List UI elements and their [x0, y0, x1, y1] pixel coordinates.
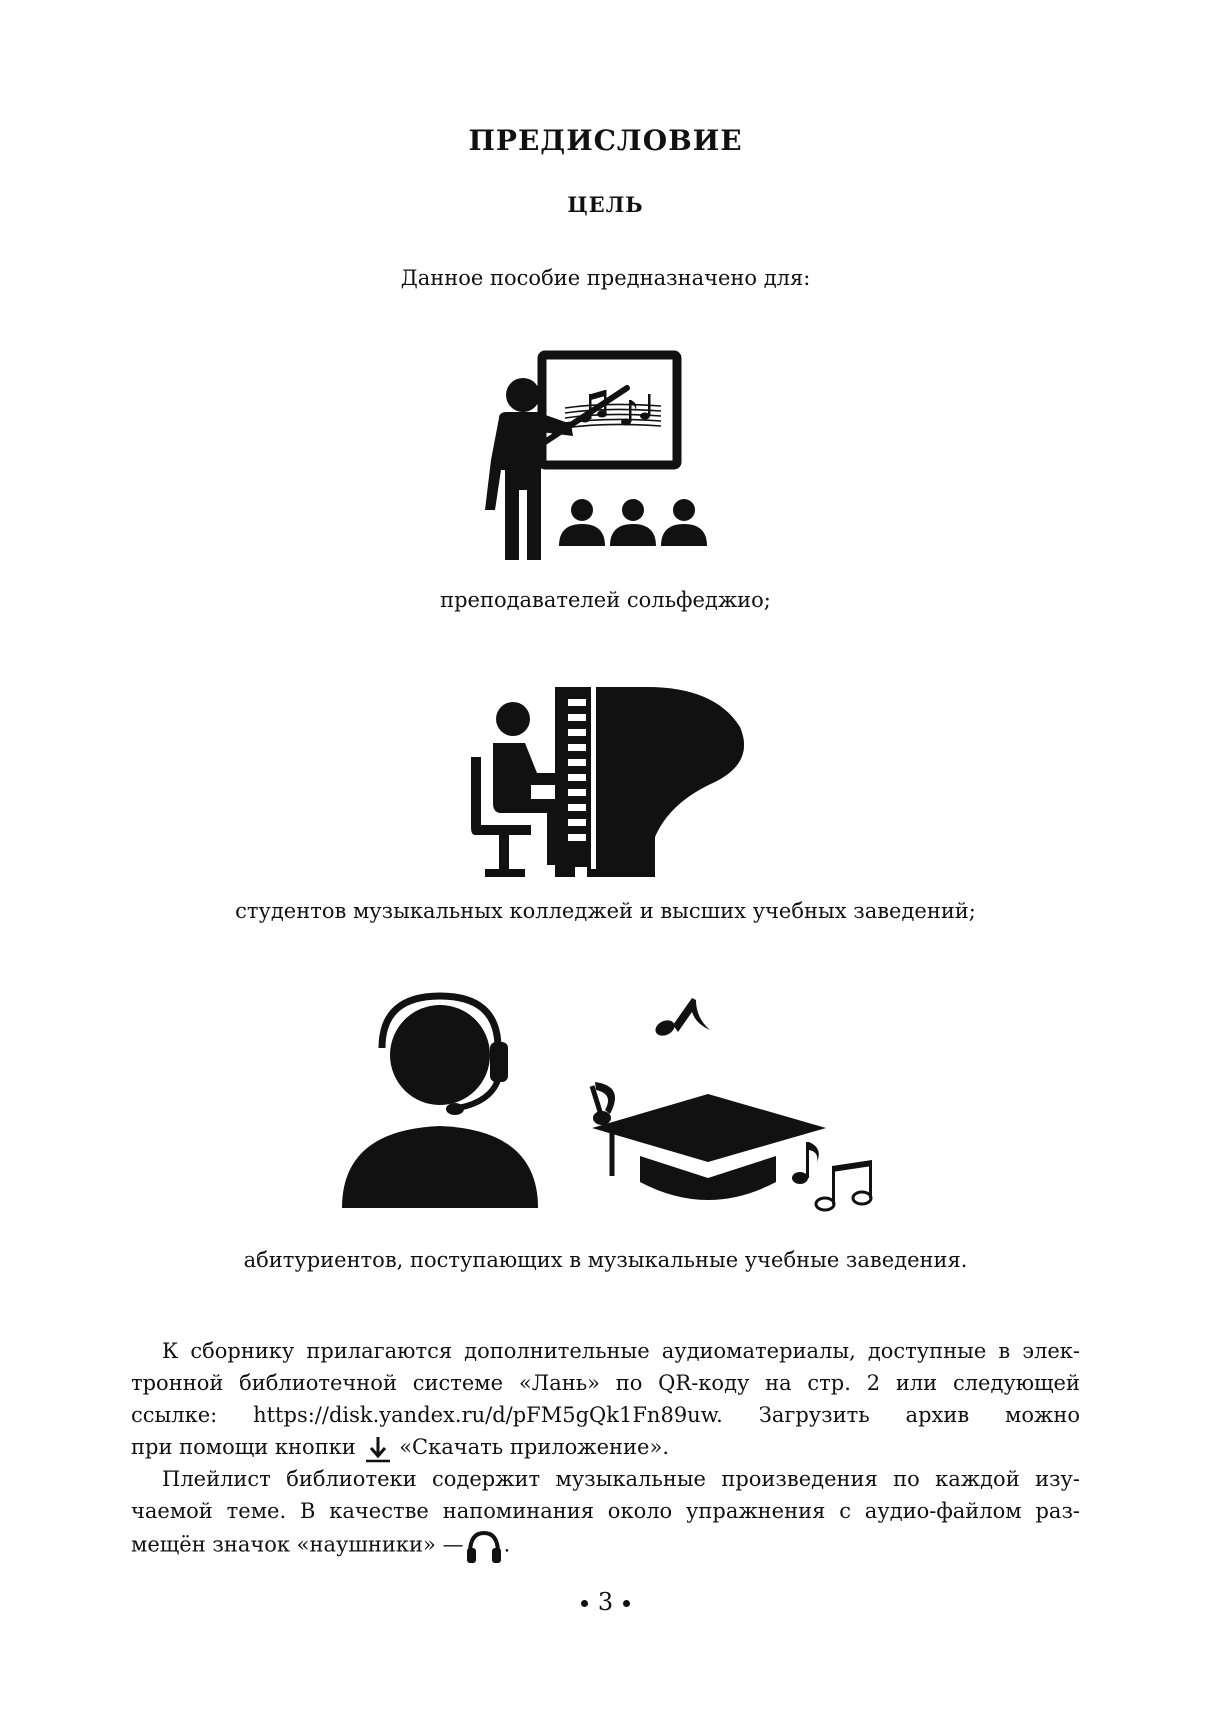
paragraph1-line: ссылке: https://disk.yandex.ru/d/pFM5gQk1Fn89uw. Загрузить архив можно [131, 1403, 1080, 1427]
paragraph1-text: при помощи кнопки [131, 1435, 356, 1459]
student-at-piano-icon [465, 687, 745, 883]
paragraph2-line: чаемой теме. В качестве напоминания около упражнения с аудио-файлом раз- [131, 1499, 1080, 1523]
download-button-label: «Скачать приложение». [399, 1435, 669, 1459]
audience-caption-teachers: преподавателей сольфеджио; [440, 588, 771, 612]
paragraph2-line: Плейлист библиотеки содержит музыкальные произведения по каждой изу- [162, 1467, 1080, 1491]
audience-caption-applicants: абитуриентов, поступающих в музыкальные учебные заведения. [243, 1248, 968, 1272]
paragraph2-line [131, 1527, 1080, 1565]
paragraph2-end: . [503, 1532, 511, 1557]
audience-caption-students: студентов музыкальных колледжей и высших учебных заведений; [235, 899, 976, 923]
headphones-icon [464, 1527, 504, 1565]
paragraph1-line: тронной библиотечной системе «Лань» по QR-коду на стр. 2 или следующей [131, 1371, 1080, 1395]
teacher-with-music-board-icon [485, 350, 725, 566]
bullet-dot-icon [623, 1600, 630, 1607]
paragraph1-line: К сборнику прилагаются дополнительные аудиоматериалы, доступные в элек- [162, 1339, 1080, 1363]
paragraph-playlist [131, 1463, 1080, 1565]
page-heading: ПРЕДИСЛОВИЕ [468, 124, 743, 157]
page-number [0, 1588, 1211, 1616]
paragraph2-text: мещён значок «наушники» — [131, 1532, 464, 1557]
download-arrow-icon [363, 1434, 393, 1464]
bullet-dot-icon [581, 1600, 588, 1607]
page-number-value: 3 [597, 1588, 614, 1616]
intro-text: Данное пособие предназначено для: [400, 266, 811, 290]
paragraph1-line [131, 1431, 1080, 1464]
applicant-headset-graduation-cap-icon [340, 990, 940, 1220]
paragraph-audio-materials [131, 1335, 1080, 1464]
section-heading: ЦЕЛЬ [567, 192, 644, 217]
